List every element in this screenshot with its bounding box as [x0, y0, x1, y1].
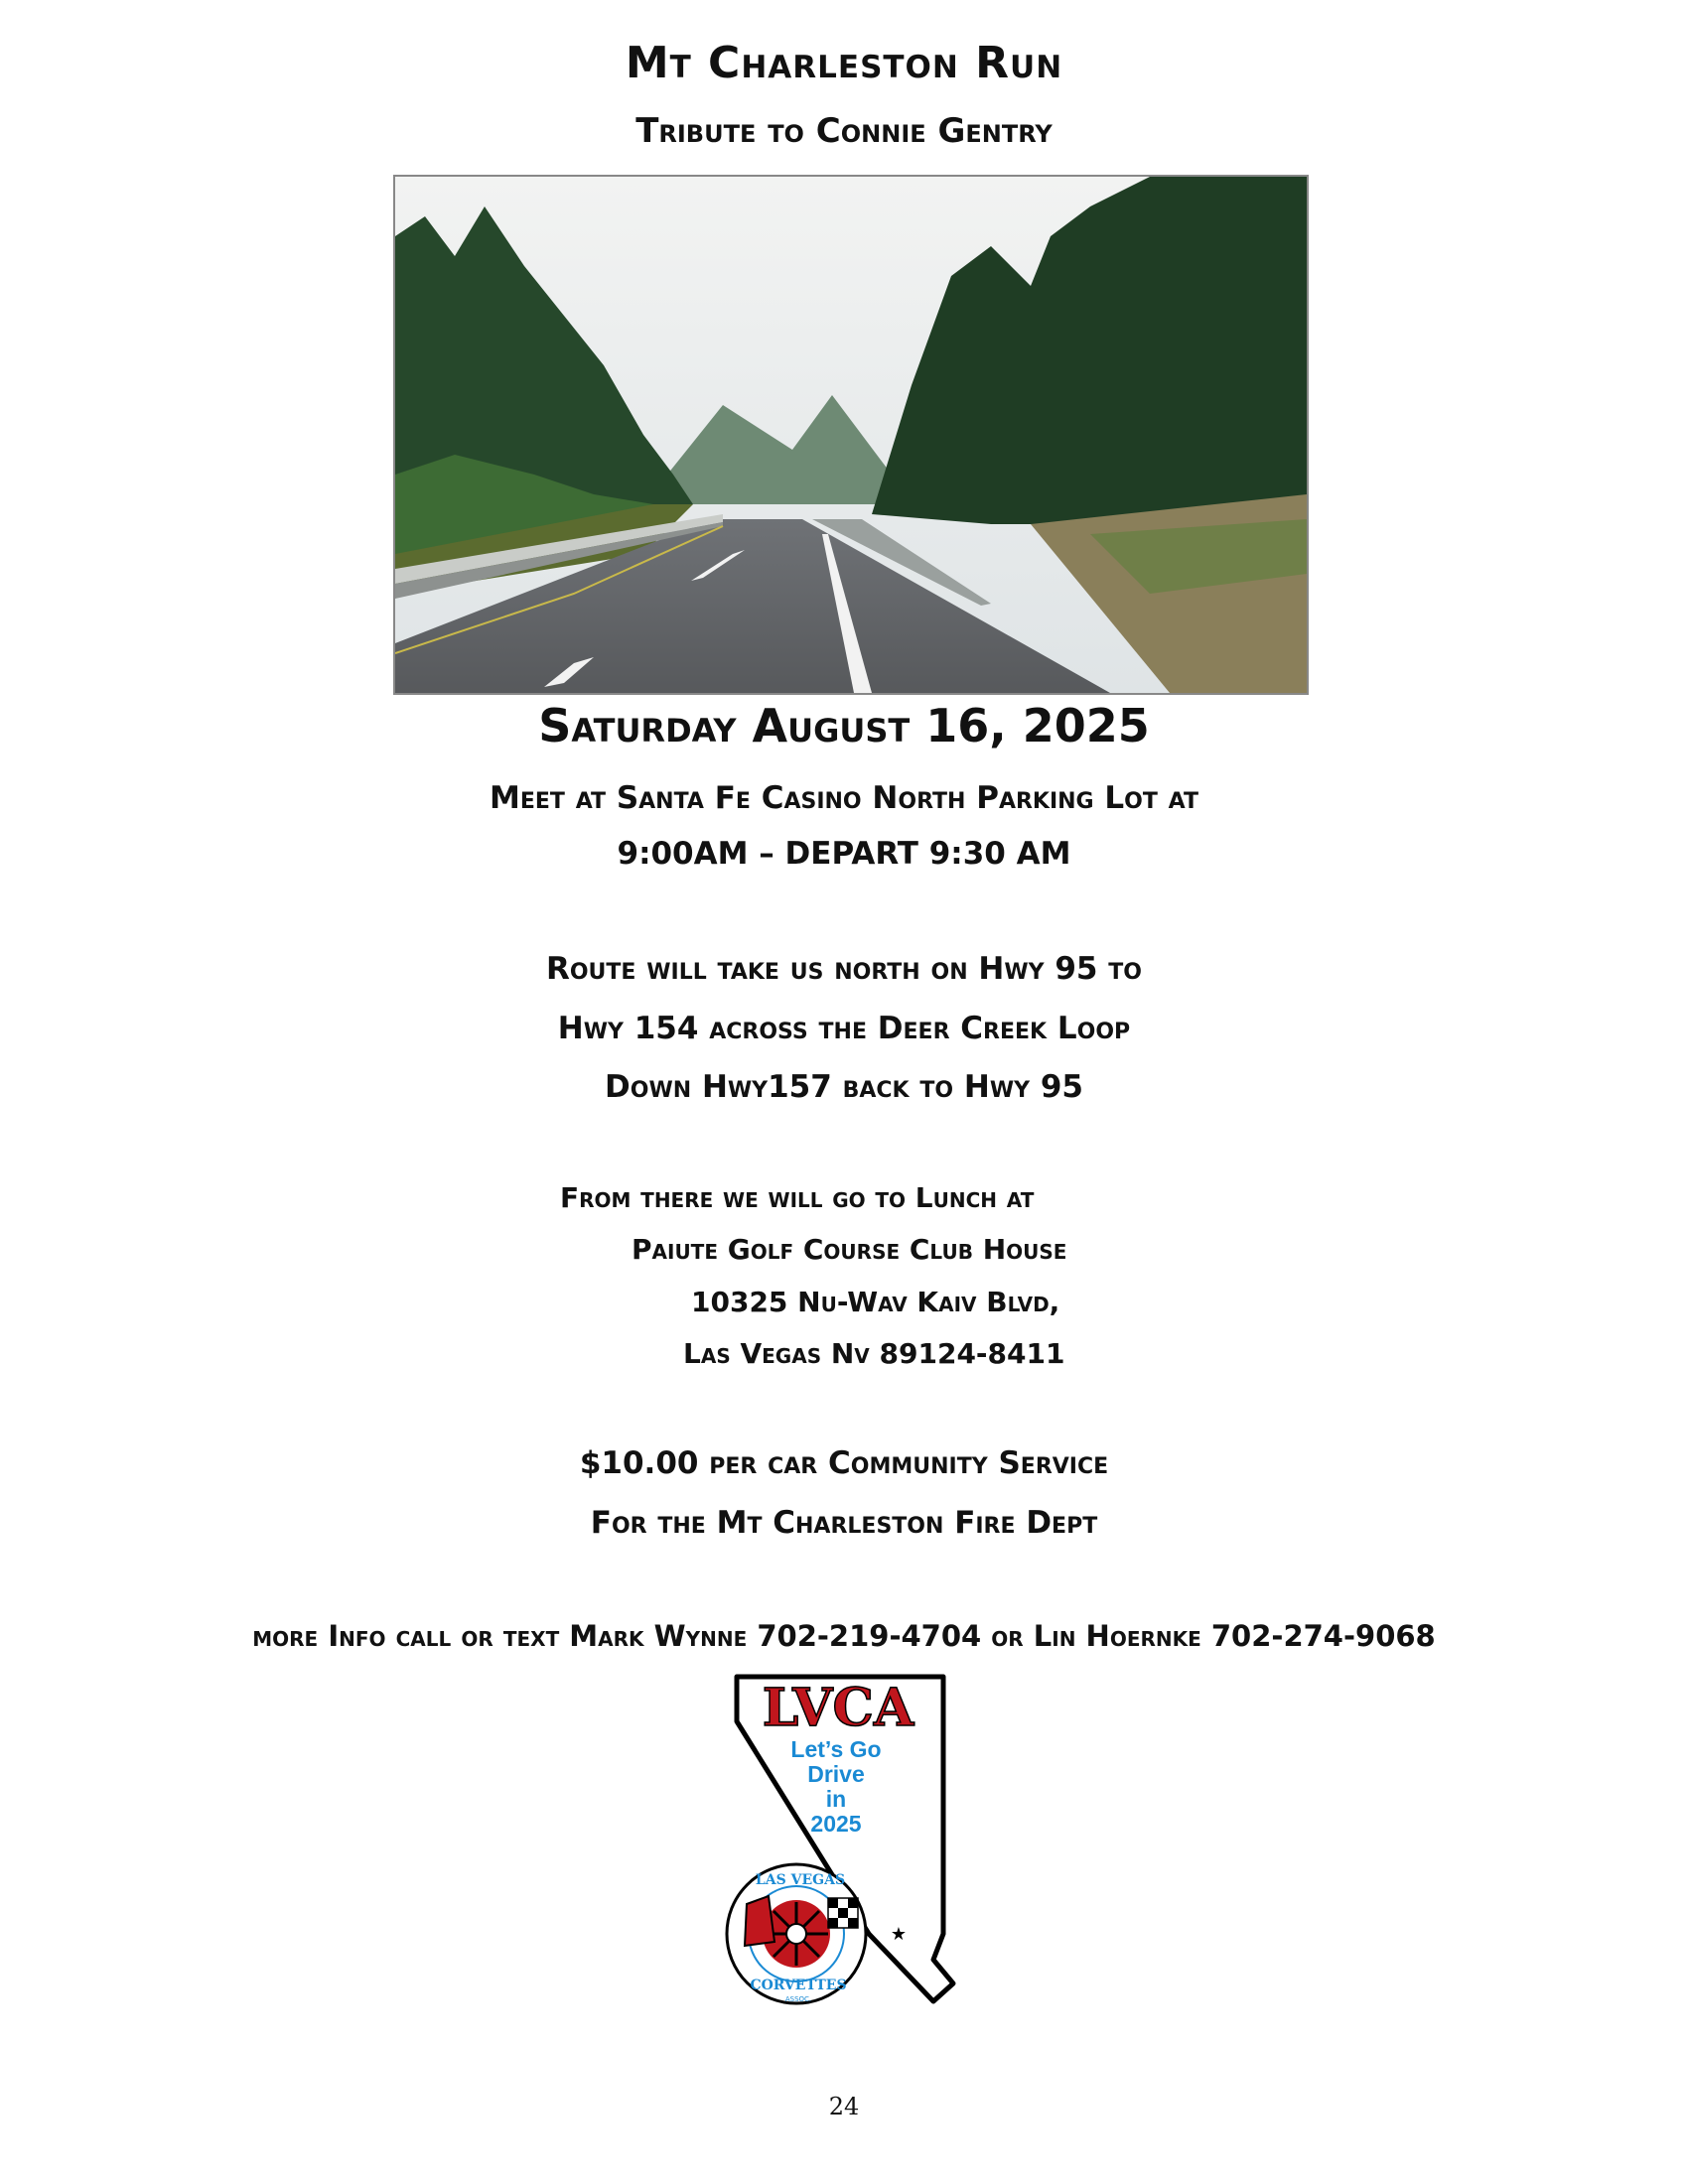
page-number: 24 — [828, 2093, 860, 2120]
fee-line: $10.00 per car Community Service — [579, 1445, 1109, 1481]
contact-info: more Info call or text Mark Wynne 702-219-4704 or Lin Hoernke 702-274-9068 — [252, 1619, 1436, 1653]
meet-location: Meet at Santa Fe Casino North Parking Lot at — [490, 780, 1198, 816]
logo-slogan-4: 2025 — [810, 1811, 862, 1837]
flyer-subtitle: Tribute to Connie Gentry — [635, 111, 1053, 151]
route-line-1: Route will take us north on Hwy 95 to — [545, 951, 1142, 987]
lunch-intro: From there we will go to Lunch at — [560, 1181, 1035, 1214]
nevada-outline-icon — [725, 1674, 963, 2011]
route-line-3: Down Hwy157 back to Hwy 95 — [605, 1069, 1083, 1105]
seal-top-text: LAS VEGAS — [755, 1872, 846, 1888]
meet-time: 9:00AM – DEPART 9:30 AM — [617, 836, 1071, 872]
seal-bottom-text: CORVETTES — [750, 1978, 847, 1993]
seal-small-text: ASSOC. — [784, 1995, 812, 2003]
logo-acronym: LVCA — [762, 1678, 914, 1738]
route-line-2: Hwy 154 across the Deer Creek Loop — [557, 1011, 1131, 1046]
logo-slogan-1: Let’s Go — [790, 1736, 882, 1762]
event-date: Saturday August 16, 2025 — [538, 699, 1150, 752]
flyer-title: Mt Charleston Run — [625, 38, 1063, 88]
lvca-logo — [725, 1674, 963, 2011]
highway-photo — [393, 175, 1309, 695]
logo-slogan-3: in — [825, 1786, 847, 1812]
beneficiary-line: For the Mt Charleston Fire Dept — [590, 1505, 1098, 1541]
lunch-venue: Paiute Golf Course Club House — [632, 1233, 1067, 1266]
corvette-seal-icon — [727, 1864, 866, 2003]
lunch-city: Las Vegas Nv 89124-8411 — [683, 1337, 1065, 1370]
star-icon: ★ — [890, 1924, 908, 1945]
logo-slogan-2: Drive — [807, 1761, 865, 1787]
lunch-street: 10325 Nu-Wav Kaiv Blvd, — [691, 1286, 1060, 1318]
